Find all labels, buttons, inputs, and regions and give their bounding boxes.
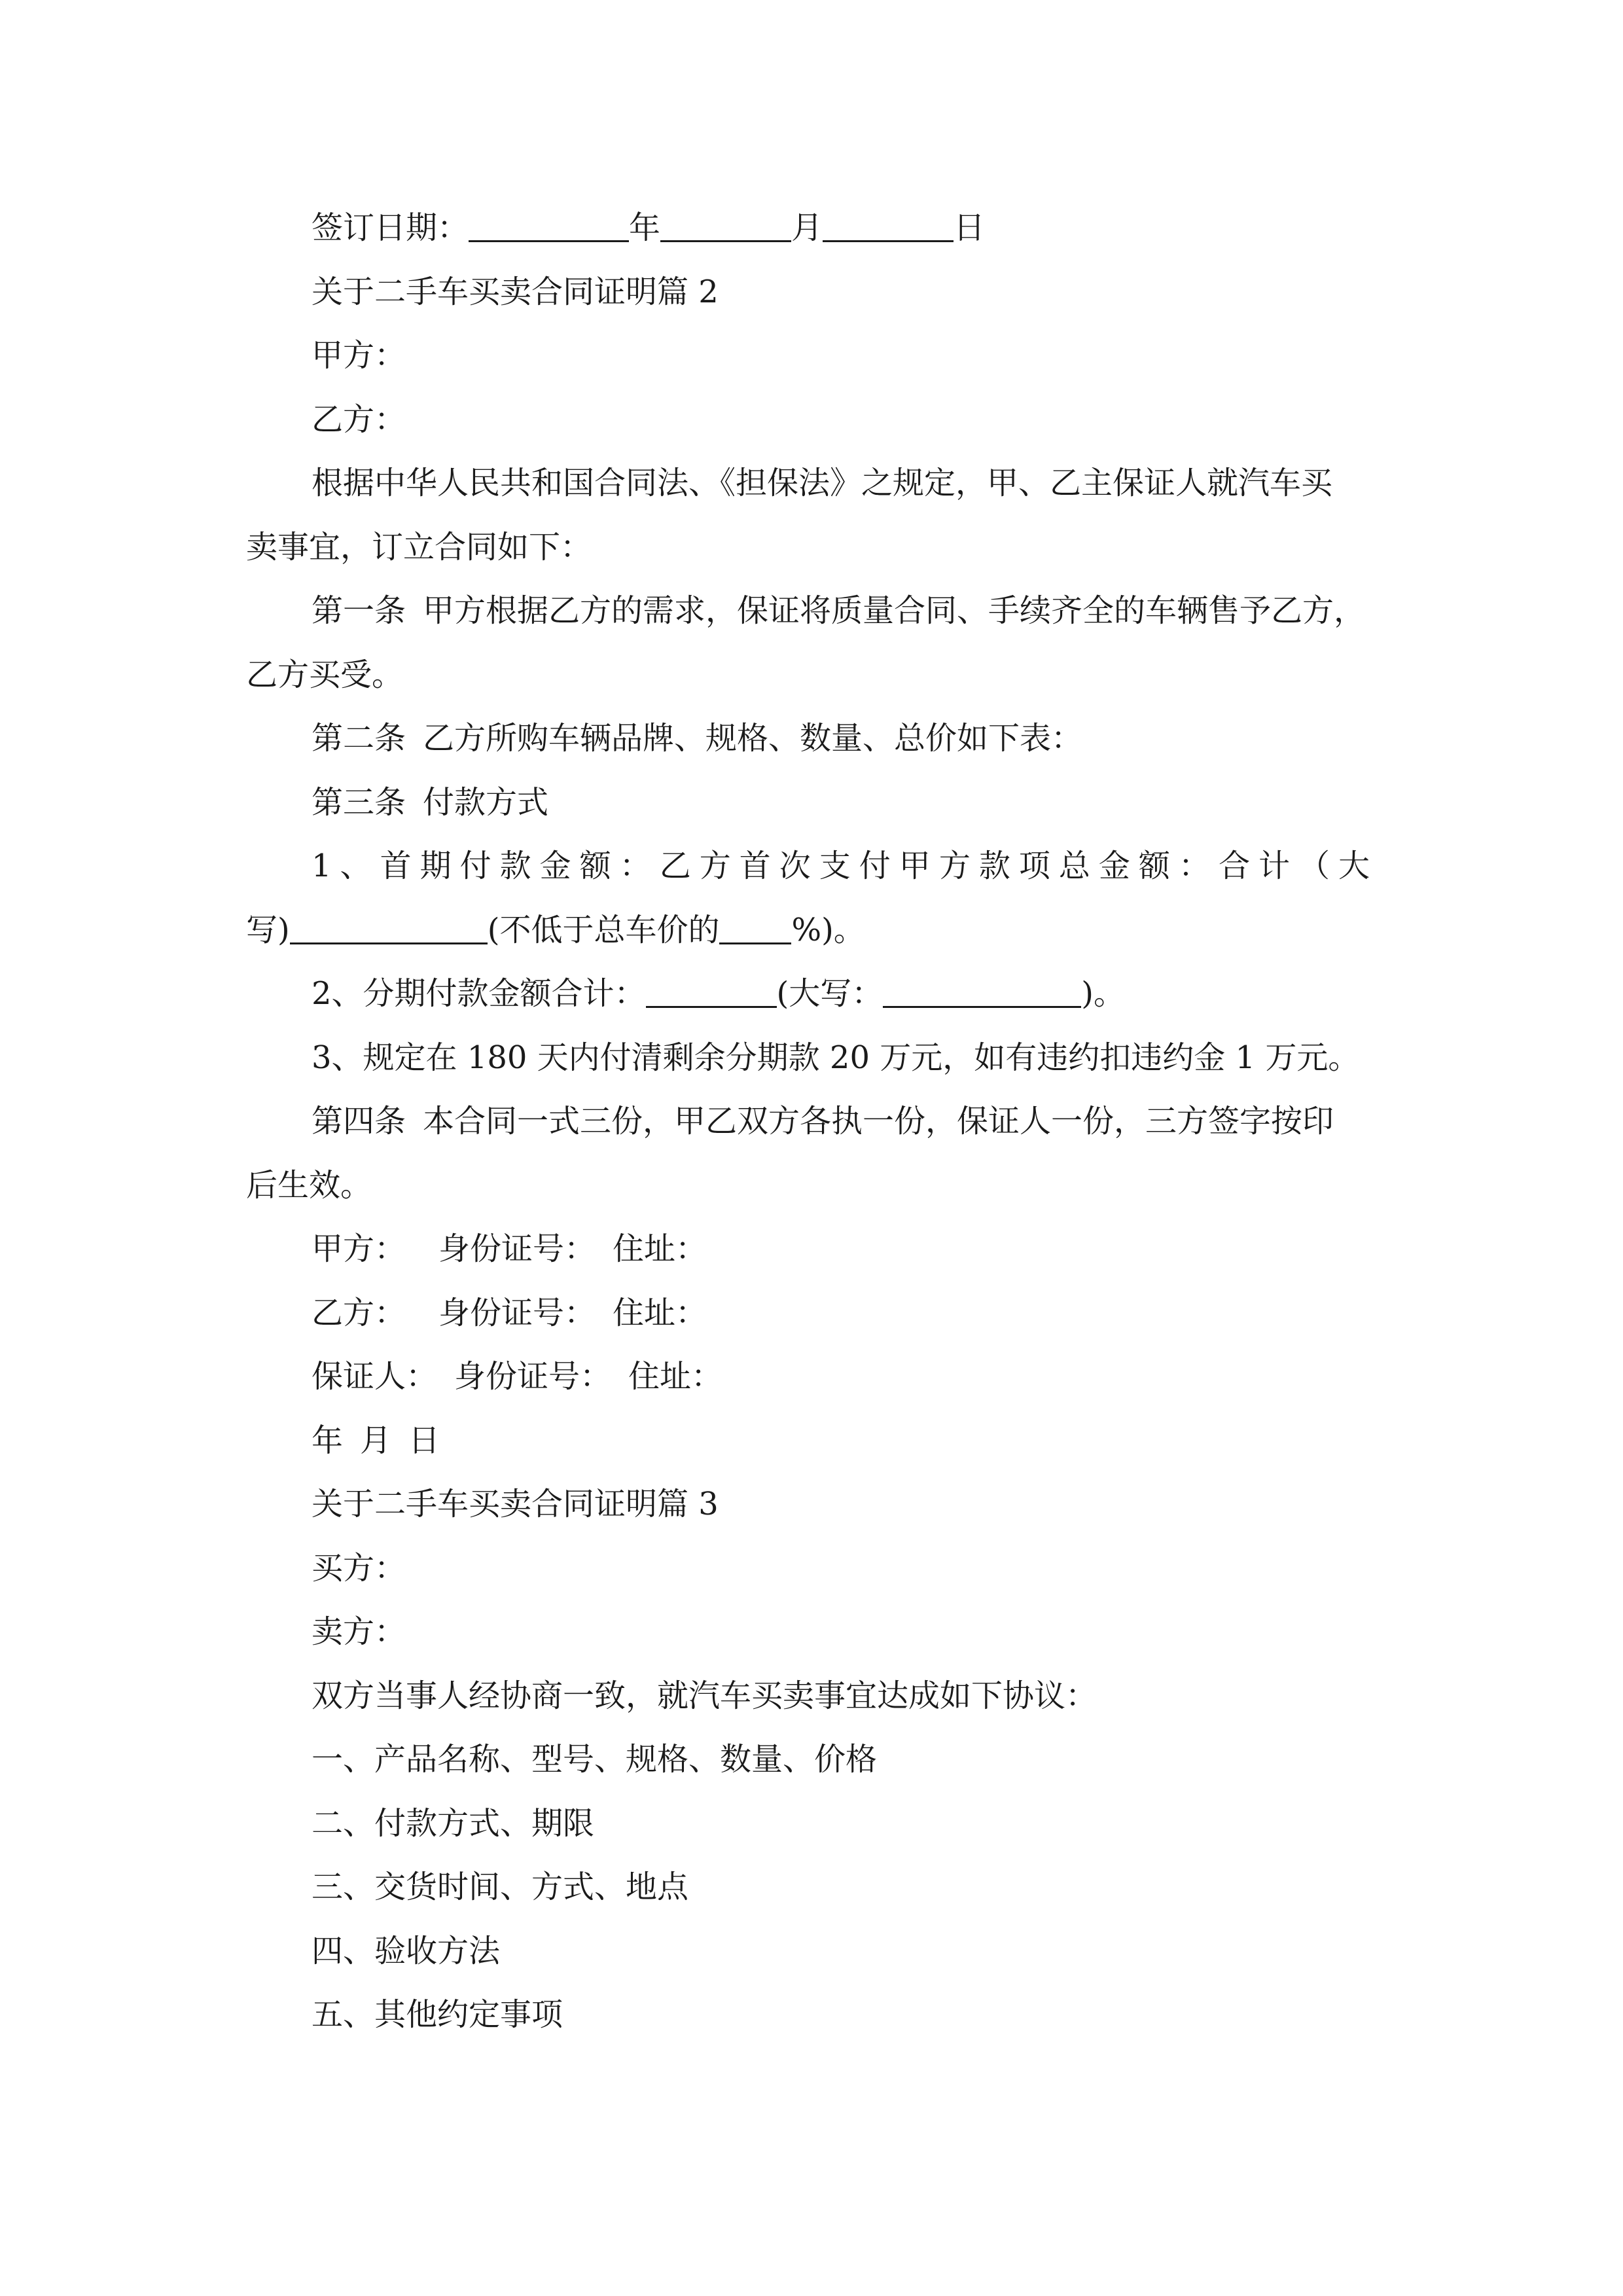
day-label: 日 [954, 209, 986, 246]
list-item: 一、产品名称、型号、规格、数量、价格 [312, 1741, 878, 1778]
party-b-line: 乙方： [312, 401, 406, 438]
section2-title: 关于二手车买卖合同证明篇 2 [312, 273, 719, 310]
document-body [246, 196, 1378, 2047]
sign-date-line [246, 196, 1378, 260]
payment2-prefix: 2、分期付款金额合计： [312, 975, 646, 1012]
sig-a-address: 住址： [613, 1230, 707, 1267]
payment2-suffix: )。 [1081, 975, 1126, 1012]
intro-line-2: 卖事宜，订立合同如下： [246, 528, 592, 565]
article4-text: 本合同一式三份，甲乙双方各执一份，保证人一份，三方签字按印 [423, 1103, 1334, 1139]
list-item: 四、验收方法 [312, 1932, 501, 1969]
payment3-line: 3、规定在 180 天内付清剩余分期款 20 万元，如有违约扣违约金 1 万元。 [312, 1039, 1360, 1076]
payment1-suffix: %)。 [791, 911, 865, 948]
article3-text: 付款方式 [423, 783, 549, 821]
article4-label: 第四条 [312, 1103, 406, 1139]
payment2-mid: (大写： [776, 975, 883, 1012]
amount-blank [290, 908, 488, 944]
date-line [246, 1409, 1378, 1473]
list-item: 二、付款方式、期限 [312, 1804, 595, 1842]
year-blank [469, 206, 629, 242]
sig-g-address: 住址： [628, 1358, 723, 1395]
sign-date-label: 签订日期： [312, 209, 469, 246]
article2-label: 第二条 [312, 720, 406, 757]
sig-a-party: 甲方： [312, 1230, 406, 1267]
article1-text: 甲方根据乙方的需求，保证将质量合同、手续齐全的车辆售予乙方， [423, 592, 1366, 629]
article4-line-2: 后生效。 [246, 1166, 372, 1204]
article1-label: 第一条 [312, 592, 406, 629]
seller-line: 卖方： [312, 1613, 406, 1650]
article2-line [246, 707, 1378, 771]
payment1-mid: (不低于总车价的 [487, 911, 720, 948]
payment1-line-2 [246, 899, 1378, 963]
list-item: 三、交货时间、方式、地点 [312, 1869, 689, 1905]
date-month: 月 [360, 1422, 392, 1459]
article4-line-1 [246, 1090, 1378, 1154]
payment1-prefix: 写) [246, 911, 290, 948]
article3-label: 第三条 [312, 783, 406, 821]
uppercase-amount-blank [883, 972, 1081, 1008]
article2-text: 乙方所购车辆品牌、规格、数量、总价如下表： [423, 720, 1083, 757]
month-label: 月 [791, 209, 823, 246]
sig-b-party: 乙方： [312, 1294, 406, 1331]
sig-b-address: 住址： [613, 1294, 707, 1331]
day-blank [823, 206, 954, 242]
percent-blank [719, 908, 791, 944]
payment1-line-1: 1、首期付款金额：乙方首次支付甲方款项总金额：合计（大 [312, 848, 1378, 884]
section3-title: 关于二手车买卖合同证明篇 3 [312, 1486, 719, 1522]
party-a-line: 甲方： [312, 337, 406, 374]
article3-line [246, 771, 1378, 835]
intro-line-1: 根据中华人民共和国合同法、《担保法》之规定，甲、乙主保证人就汽车买 [312, 465, 1333, 501]
payment2-line [246, 962, 1378, 1026]
sig-a-id: 身份证号： [438, 1230, 596, 1267]
year-label: 年 [629, 209, 661, 246]
section3-intro: 双方当事人经协商一致，就汽车买卖事宜达成如下协议： [312, 1677, 1097, 1714]
signature-guarantor [246, 1345, 1378, 1409]
article1-line-1 [246, 579, 1378, 643]
sig-g-party: 保证人： [312, 1358, 438, 1395]
list-item: 五、其他约定事项 [312, 1996, 563, 2033]
date-day: 日 [408, 1422, 440, 1459]
signature-party-b [246, 1282, 1378, 1346]
month-blank [660, 206, 791, 242]
signature-party-a [246, 1217, 1378, 1282]
article1-line-2: 乙方买受。 [246, 656, 404, 693]
date-year: 年 [312, 1422, 344, 1459]
sig-g-id: 身份证号： [454, 1358, 612, 1395]
sig-b-id: 身份证号： [438, 1294, 596, 1331]
buyer-line: 买方： [312, 1549, 406, 1587]
installment-blank [646, 972, 777, 1008]
